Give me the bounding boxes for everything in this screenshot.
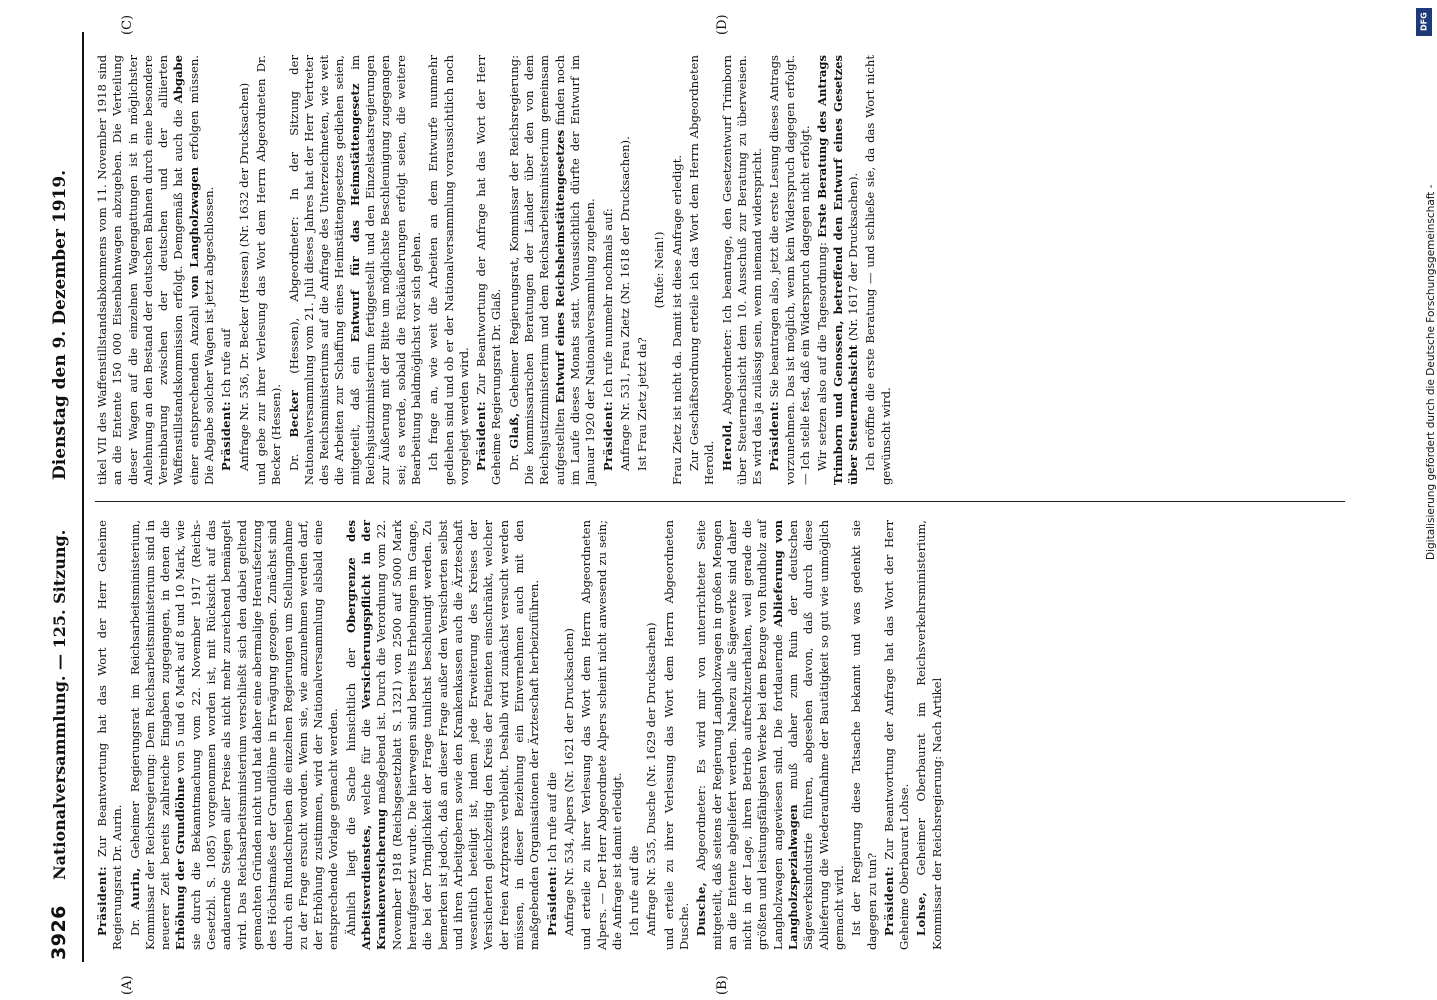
paragraph-text: erfolgen müssen. Die Abgabe solcher Wagen ist jetzt abgeschlossen. — [186, 55, 217, 485]
emphasis: Erhöhung der Grundlöhne — [173, 776, 188, 950]
paragraph: Zur Geschäftsordnung erteile ich das Wort dem Herrn Abgeordneten Herold. — [686, 55, 717, 485]
paragraph — [344, 520, 543, 950]
paragraph-text: Abgeordneter: — [694, 785, 709, 871]
speaker-label: Präsident: — [95, 866, 109, 936]
dfg-logo: DFG — [1416, 8, 1432, 36]
speaker-name: Lohse, — [914, 891, 929, 936]
quoted-item: Anfrage Nr. 536, Dr. Becker (Hessen) (Nr. 1632 der Drucksachen) — [236, 82, 251, 471]
margin-marker-a: (A) — [120, 975, 135, 995]
margin-marker-c: (C) — [120, 14, 135, 35]
emphasis: Obergrenze des Arbeitsverdienstes, — [343, 519, 374, 950]
paragraph-text: Geheimer Regierungsrat im Reichsarbeitsministerium, Kommissar der Reichsregierung: Dem Reichsarbeitsministerium sind in neuerer Zeit bereits zahlreiche Eingaben zugegangen, in denen die — [127, 519, 173, 950]
paragraph — [128, 520, 342, 950]
paragraph — [219, 55, 234, 485]
speaker-label: Präsident: — [600, 401, 615, 471]
paragraph-text: tikel VII des Waffenstillstandsabkommens vom 11. November 1918 sind an die Entente 150 000 Eisenbahnwagen abzugeben. Die Verteilung dieser Wagen auf die einzelnen Wagengattungen ist in möglichster Anlehnung an den Bestand der deutschen Bahnen durch eine besondere Vereinbarung zwischen der deutschen und der alliierten Waffenstillstandskommission erfolgt. Demgemäß hat auch die — [95, 55, 186, 485]
paragraph — [815, 55, 861, 485]
speaker-label: Präsident: — [881, 866, 896, 936]
paragraph-text: maßgebend ist. Durch die Verordnung vom 22. November 1918 (Reichsgesetzblatt S. 1321) von 2500 auf 5000 Mark heraufgesetzt wurde. Die hierwegen sind bereits Erhebungen im Gange, die bei der Dringlichkeit der Frage tunlichst beschleunigt werden. Zu bemerken ist jedoch, daß an dieser Frage außer den Versicherten selbst und ihren Arbeitgebern sowie den Krankenkassen auch die Ärzteschaft wesentlich beteiligt ist, indem jede Erweiterung des Kreises der Versicherten gleichzeitig den Kreis der Patienten einschränkt, welcher der freien Arztpraxis verbleibt. Deshalb wird zunächst versucht werden müssen, in dieser Beziehung ein Einvernehmen auch mit den maßgebenden Organisationen der Ärzteschaft herbeizuführen. — [374, 519, 542, 950]
paragraph: und gebe zur ihrer Verlesung das Wort dem Herrn Abgeordneten Dr. Becker (Hessen). — [253, 55, 284, 485]
margin-marker-d: (D) — [715, 14, 730, 35]
emphasis: Abgabe — [171, 55, 186, 104]
paragraph-text: Zur Beantwortung der Anfrage hat das Wort der Herr Geheime Regierungsrat Dr. Glaß. — [474, 55, 504, 485]
paragraph-text: Ich rufe auf — [219, 328, 234, 398]
paragraph — [720, 55, 766, 485]
paragraph — [601, 55, 616, 485]
paragraph — [95, 55, 217, 485]
speaker-name: Aurin, — [127, 867, 142, 910]
paragraph-text: Sie beantragen also, jetzt die erste Lesung dieses Antrags vorzunehmen. Das ist möglich, wenn kein Widerspruch dagegen erfolgt. — Ich stelle fest, daß ein Widerspruch dagegen nicht erfolgt. — [767, 55, 813, 485]
paragraph — [507, 55, 599, 485]
paragraph: Ich rufe auf die — [627, 845, 642, 936]
paragraph-text: Dr. — [127, 918, 142, 936]
emphasis: Versicherungspflicht in der Krankenversicherung — [359, 519, 389, 950]
paragraph — [474, 55, 505, 485]
left-column — [95, 520, 1350, 950]
paragraph-text: Ähnlich liegt die Sache hinsichtlich der — [343, 648, 358, 936]
paragraph: und erteile zu ihrer Verlesung das Wort dem Herrn Abgeordneten Alpers. — Der Herr Abgeordnete Alpers scheint nicht anwesend zu sein; die Anfrage ist damit erledigt. — [579, 520, 624, 950]
emphasis: Entwurf für das Heimstättengesetz — [347, 83, 362, 343]
speaker-name: Glaß, — [506, 412, 521, 449]
interjection: (Rufe: Nein!) — [652, 231, 667, 309]
paragraph — [882, 520, 913, 950]
digitization-credit: Digitalisierung gefördert durch die Deutsche Forschungsgemeinschaft - — [1425, 184, 1437, 560]
paragraph-text: finden noch im Laufe dieses Monats statt. Voraussichtlich dürfte der Entwurf im Januar 1920 der Nationalversammlung zugehen. — [552, 55, 598, 485]
paragraph-text: von 5 und 6 Mark auf 8 und 10 Mark, wie sie durch die Bekanntmachung vom 22. November 1917 (Reichs-Gesetzbl. S. 1085) vorgenommen worden ist, mit Rücksicht auf das andauernde Steigen aller Preise als nicht mehr zureichend bemängelt wird. Das Reichsarbeitsministerium verschließt sich den dabei geltend gemachten Gründen nicht und hat daher eine abermalige Heraufsetzung des Höchstmaßes der Grundlöhne in Erwägung gezogen. Zunächst sind durch ein Rundschreiben die einzelnen Regierungen um Stellungnahme zu der Frage ersucht worden. Wenn sie, wie anzunehmen werden darf, der Erhöhung zustimmen, wird der Nationalversammlung alsbald eine entsprechende Vorlage gemacht werden. — [173, 519, 341, 950]
quoted-item: Anfrage Nr. 534, Alpers (Nr. 1621 der Drucksachen) — [561, 628, 576, 936]
emphasis: Ablieferung von Langholzspezialwagen — [770, 520, 801, 950]
margin-marker-b: (B) — [715, 975, 730, 995]
header-title: Nationalversammlung. — 125. Sitzung. — [50, 529, 69, 880]
paragraph-text: Abgeordneter: Ich beantrage, den Gesetzentwurf Trimborn über Steuernachsicht dem 10. Ausschuß zur Beratung zu überweisen. Es wird das ja zulässig sein, wenn niemand widerspricht. — [719, 54, 765, 485]
paragraph-text: muß daher zum Ruin der deutschen Sägewerksindustrie führen, abgesehen davon, daß durch diese Ablieferung die Wiederaufnahme der Bautätigkeit so gut wie unmöglich gemacht wird. — [786, 519, 846, 950]
paragraph — [914, 520, 945, 950]
right-column — [95, 55, 1350, 485]
speaker-label: Präsident: — [544, 866, 559, 936]
paragraph — [767, 55, 813, 485]
paragraph-text: Ich rufe auf die — [544, 772, 559, 863]
paragraph-text: im Reichsjustizministerium fertiggestellt und den Einzelstaatsregierungen zur Äußerung mit der Bitte um möglichste Beschleunigung zugegangen sei; es werde, sobald die Rückäußerungen erfolgt seien, die weitere Bearbeitung baldmöglichst vor sich gehen. — [347, 54, 423, 485]
paragraph-text: Es wird mir von unterrichteter Seite mitgeteilt, daß seitens der Regierung Langholzwagen in großen Mengen an die Entente abgeliefert werden. Nahezu alle Sägewerke sind daher nicht in der Lage, ihren Betrieb aufrechtzuerhalten, weil gerade die größten und leistungsfähigsten Werke bei dem Bezuge von Rundholz auf Langholzwagen angewiesen sind. Die fortdauernde — [694, 519, 785, 950]
emphasis: Entwurf eines Reichsheimstättengesetzes — [552, 129, 567, 404]
quoted-item: Anfrage Nr. 535, Dusche (Nr. 1629 der Drucksachen) — [644, 622, 659, 936]
paragraph: Ich frage an, wie weit die Arbeiten an dem Entwurfe nunmehr gediehen sind und ob er der Nationalversammlung voraussichtlich noch vorgelegt werden wird. — [426, 55, 471, 485]
paragraph-text: Zur Beantwortung der Anfrage hat das Wort der Herr Geheime Oberbaurat Lohse. — [881, 520, 912, 950]
speaker-label: Präsident: — [219, 401, 234, 471]
paragraph — [287, 55, 425, 485]
paragraph-text: Dr. — [286, 453, 301, 471]
emphasis: Erste Beratung des Antrags Trimborn und Genossen, betreffend den Entwurf eines Gesetzes über Steuernachsicht — [815, 54, 860, 485]
paragraph-text: Ich rufe nunmehr nochmals auf: — [600, 208, 615, 398]
paragraph-text: Wir setzen also auf die Tagesordnung: — [815, 242, 830, 471]
paragraph-text: Dr. — [506, 453, 521, 471]
paragraph: und erteile zu ihrer Verlesung das Wort dem Herrn Abgeordneten Dusche. — [661, 520, 691, 950]
page-number: 3926 — [48, 905, 70, 960]
header-rule — [82, 32, 84, 962]
speaker-name: Becker — [286, 389, 301, 438]
paragraph-text: welche für die — [359, 718, 374, 816]
paragraph: Frau Zietz ist nicht da. Damit ist diese Anfrage erledigt. — [669, 154, 684, 485]
speaker-label: Präsident: — [767, 401, 782, 471]
emphasis: von Langholzwagen — [186, 166, 201, 299]
paragraph: Ist der Regierung diese Tatsache bekannt und was gedenkt sie dagegen zu tun? — [849, 520, 879, 950]
paragraph-text: (Nr. 1617 der Drucksachen). — [845, 172, 860, 342]
speaker-name: Herold, — [719, 420, 734, 471]
speaker-name: Dusche, — [694, 881, 709, 936]
paragraph-text: Geheimer Oberbaurat im Reichsverkehrsministerium, Kommissar der Reichsregierung: Nach Artikel — [914, 520, 944, 950]
column-divider — [95, 501, 1345, 502]
paragraph: Ist Frau Zietz jetzt da? — [635, 337, 650, 471]
paragraph-text: (Hessen), Abgeordneter: In der Sitzung der Nationalversammlung vom 21. Juli dieses Jahres hat der Herr Vertreter des Reichsministeriums auf die Anfrage des Unterzeichneten, wie weit die Arbeiten zur Schaffung eines Heimstättengesetzes gediehen seien, mitgeteilt, daß ein — [286, 54, 362, 485]
paragraph-text: einer entsprechenden Anzahl — [186, 305, 201, 485]
paragraph — [95, 520, 126, 950]
quoted-item: Anfrage Nr. 531, Frau Zietz (Nr. 1618 der Drucksachen). — [617, 136, 632, 471]
paragraph — [694, 520, 847, 950]
speaker-label: Präsident: — [474, 401, 489, 471]
paragraph: Ich eröffne die erste Beratung — und schließe sie, da das Wort nicht gewünscht wird. — [863, 55, 893, 485]
paragraph — [545, 520, 560, 950]
paragraph-text: Zur Beantwortung hat das Wort der Herr Geheime Regierungsrat Dr. Aurin. — [95, 520, 125, 950]
paragraph-text: Geheimer Regierungsrat, Kommissar der Reichsregierung: Die kommissarischen Beratungen der Länder über den von dem Reichsjustizministerium und dem Reichsarbeitsministerium gemeinsam aufgestellten — [506, 55, 567, 485]
header-date: Dienstag den 9. Dezember 1919. — [50, 169, 70, 480]
